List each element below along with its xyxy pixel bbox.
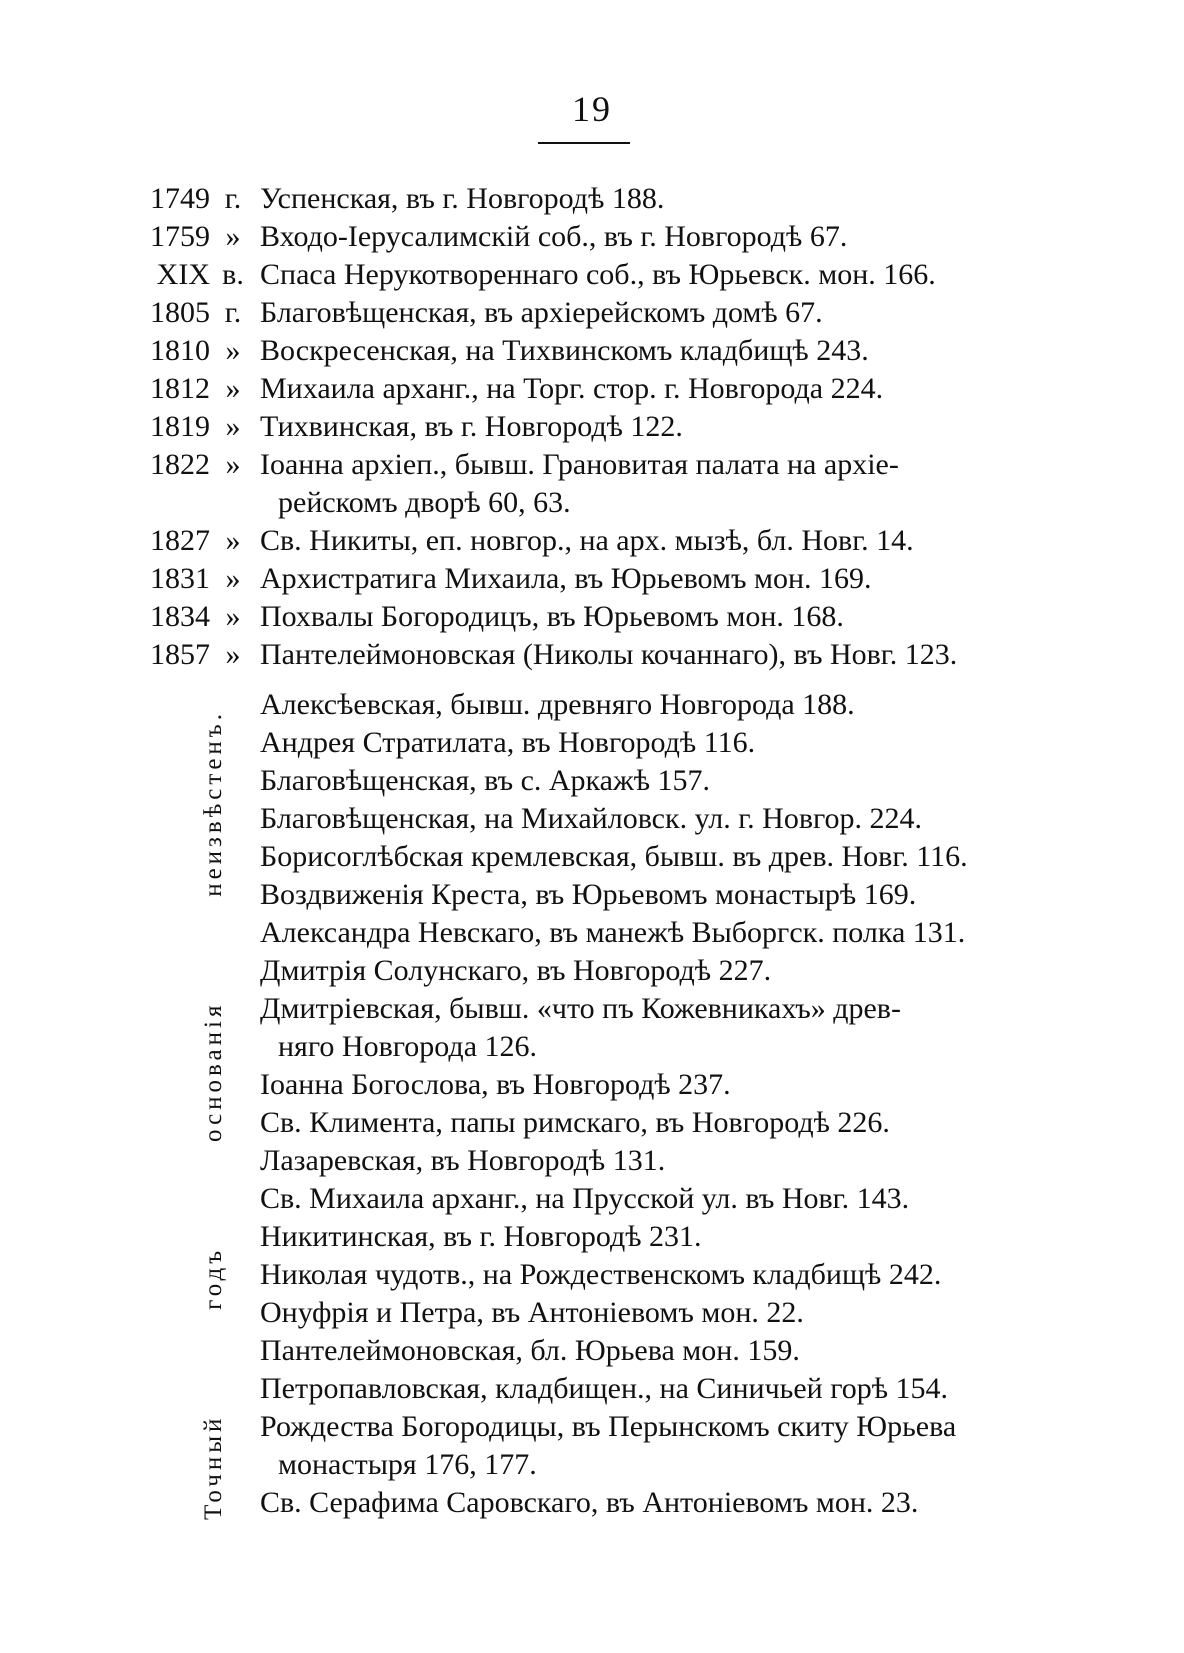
- entry-text-continuation: рейскомъ дворѣ 60, 63.: [278, 486, 571, 519]
- entry-year-mark: в.: [222, 258, 244, 291]
- entry-text-block: [260, 1370, 1050, 1408]
- entry-year-mark: »: [225, 372, 241, 405]
- entry-year: 1749: [150, 182, 210, 215]
- entry-text-block: [260, 1066, 1050, 1104]
- dated-entry: [0, 370, 1184, 408]
- undated-entry: [0, 952, 1184, 990]
- side-note-undated-caption: Точный годъ основанія неизвѣстенъ.: [200, 710, 227, 1520]
- entry-text: Успенская, въ г. Новгородѣ 188.: [260, 182, 665, 215]
- entry-text-block: [260, 1104, 1050, 1142]
- entry-text: Дмитріевская, бывш. «что пъ Кожевникахъ» древ-: [260, 992, 901, 1025]
- entry-text-block: [260, 598, 1050, 636]
- entry-text-block: [260, 914, 1050, 952]
- undated-entry: [0, 1104, 1184, 1142]
- entry-text-block: [260, 408, 1050, 446]
- entry-text: Пантелеймоновская (Николы кочаннаго), въ Новг. 123.: [260, 638, 958, 671]
- entry-text-block: [260, 838, 1050, 876]
- dated-entry: [0, 218, 1184, 256]
- entry-text-block: [260, 952, 1050, 990]
- entry-text: Спаса Нерукотвореннаго соб., въ Юрьевск. мон. 166.: [260, 258, 936, 291]
- entry-text-block: [260, 1408, 1050, 1484]
- entry-year: 1857: [150, 638, 210, 671]
- dated-entry: [0, 332, 1184, 370]
- entry-text-block: [260, 762, 1050, 800]
- entry-text: Михаила арханг., на Торг. стор. г. Новгорода 224.: [260, 372, 884, 405]
- entry-text: Св. Климента, папы римскаго, въ Новгородѣ 226.: [260, 1106, 890, 1139]
- dated-entry: [0, 256, 1184, 294]
- entry-text-continuation: монастыря 176, 177.: [278, 1448, 537, 1481]
- entry-text-block: [260, 256, 1050, 294]
- undated-entries-list: [0, 686, 1184, 1522]
- entry-text-block: [260, 1256, 1050, 1294]
- undated-entry: [0, 724, 1184, 762]
- entry-text-block: [260, 636, 1050, 674]
- entry-text: Воскресенская, на Тихвинскомъ кладбищѣ 243.: [260, 334, 869, 367]
- entry-year-mark: »: [225, 410, 241, 443]
- dated-entry: [0, 294, 1184, 332]
- entry-text: Благовѣщенская, на Михайловск. ул. г. Новгор. 224.: [260, 802, 923, 835]
- page-number: 19: [572, 89, 612, 129]
- entry-year: 1819: [150, 410, 210, 443]
- undated-entry: [0, 1370, 1184, 1408]
- entry-text: Св. Никиты, еп. новгор., на арх. мызѣ, бл. Новг. 14.: [260, 524, 914, 557]
- entry-year-mark: »: [225, 334, 241, 367]
- entry-text-block: [260, 1484, 1050, 1522]
- entry-text-block: [260, 294, 1050, 332]
- entry-year: 1812: [150, 372, 210, 405]
- entry-text: Дмитрія Солунскаго, въ Новгородѣ 227.: [260, 954, 772, 987]
- entry-year-mark: »: [225, 448, 241, 481]
- dated-entry: [0, 522, 1184, 560]
- entry-year-mark: »: [225, 638, 241, 671]
- entry-text: Іоанна архіеп., бывш. Грановитая палата на архіе-: [260, 448, 899, 481]
- undated-entry: [0, 1484, 1184, 1522]
- header-rule: [538, 142, 630, 144]
- entry-text: Борисоглѣбская кремлевская, бывш. въ древ. Новг. 116.: [260, 840, 968, 873]
- entry-text-block: [260, 1332, 1050, 1370]
- dated-entry: [0, 408, 1184, 446]
- entry-text-block: [260, 446, 1050, 522]
- undated-entry: [0, 914, 1184, 952]
- entry-year-mark: »: [225, 220, 241, 253]
- entry-year: 1822: [150, 448, 210, 481]
- entry-text: Онуфрія и Петра, въ Антоніевомъ мон. 22.: [260, 1296, 804, 1329]
- undated-entry: [0, 762, 1184, 800]
- entry-text-block: [260, 724, 1050, 762]
- entry-text: Лазаревская, въ Новгородѣ 131.: [260, 1144, 666, 1177]
- entry-text: Іоанна Богослова, въ Новгородѣ 237.: [260, 1068, 731, 1101]
- entry-text: Архистратига Михаила, въ Юрьевомъ мон. 169.: [260, 562, 872, 595]
- entry-text-block: [260, 218, 1050, 256]
- dated-entry: [0, 598, 1184, 636]
- entry-text-block: [260, 800, 1050, 838]
- undated-entry: [0, 1180, 1184, 1218]
- undated-entry: [0, 1256, 1184, 1294]
- entry-year-mark: г.: [224, 182, 242, 215]
- entry-year-mark: »: [225, 524, 241, 557]
- entry-text-block: [260, 180, 1050, 218]
- entry-year: 1805: [150, 296, 210, 329]
- undated-entry: [0, 1408, 1184, 1484]
- entry-year: 1810: [150, 334, 210, 367]
- entry-year-mark: »: [225, 600, 241, 633]
- dated-entry: [0, 180, 1184, 218]
- undated-entry: [0, 990, 1184, 1066]
- entry-year: XIX: [156, 258, 210, 291]
- entry-year: 1759: [150, 220, 210, 253]
- dated-entry: [0, 636, 1184, 674]
- entry-text-block: [260, 332, 1050, 370]
- undated-entry: [0, 686, 1184, 724]
- entry-text: Алексѣевская, бывш. древняго Новгорода 188.: [260, 688, 855, 721]
- entry-text: Входо-Іерусалимскій соб., въ г. Новгородѣ 67.: [260, 220, 848, 253]
- entry-text-continuation: няго Новгорода 126.: [278, 1030, 538, 1063]
- undated-entry: [0, 800, 1184, 838]
- undated-entry: [0, 876, 1184, 914]
- entry-year-mark: г.: [224, 296, 242, 329]
- entry-text-block: [260, 560, 1050, 598]
- undated-entry: [0, 838, 1184, 876]
- entry-text-block: [260, 876, 1050, 914]
- undated-entry: [0, 1332, 1184, 1370]
- entry-text: Петропавловская, кладбищен., на Синичьей горѣ 154.: [260, 1372, 949, 1405]
- entry-text: Андрея Стратилата, въ Новгородѣ 116.: [260, 726, 756, 759]
- undated-entry: [0, 1294, 1184, 1332]
- entry-text-block: [260, 1142, 1050, 1180]
- entry-text-block: [260, 1294, 1050, 1332]
- entry-text: Св. Михаила арханг., на Прусской ул. въ Новг. 143.: [260, 1182, 910, 1215]
- dated-entry: [0, 446, 1184, 522]
- entry-year: 1827: [150, 524, 210, 557]
- undated-entry: [0, 1142, 1184, 1180]
- entry-text: Благовѣщенская, въ с. Аркажѣ 157.: [260, 764, 711, 797]
- entry-text: Никитинская, въ г. Новгородѣ 231.: [260, 1220, 702, 1253]
- entry-text: Рождества Богородицы, въ Перынскомъ скиту Юрьева: [260, 1410, 957, 1443]
- entry-text: Тихвинская, въ г. Новгородѣ 122.: [260, 410, 683, 443]
- dated-entries-list: [0, 180, 1184, 674]
- entry-text-block: [260, 686, 1050, 724]
- entry-text: Александра Невскаго, въ манежѣ Выборгск. полка 131.: [260, 916, 966, 949]
- entry-text: Николая чудотв., на Рождественскомъ кладбищѣ 242.: [260, 1258, 942, 1291]
- dated-entry: [0, 560, 1184, 598]
- entry-text: Воздвиженія Креста, въ Юрьевомъ монастырѣ 169.: [260, 878, 917, 911]
- entry-text-block: [260, 990, 1050, 1066]
- entry-text: Похвалы Богородицъ, въ Юрьевомъ мон. 168.: [260, 600, 844, 633]
- entry-year: 1831: [150, 562, 210, 595]
- undated-entry: [0, 1218, 1184, 1256]
- entry-year-mark: »: [225, 562, 241, 595]
- entry-text-block: [260, 370, 1050, 408]
- entry-year: 1834: [150, 600, 210, 633]
- entry-text-block: [260, 522, 1050, 560]
- entry-text: Пантелеймоновская, бл. Юрьева мон. 159.: [260, 1334, 800, 1367]
- entry-text: Св. Серафима Саровскаго, въ Антоніевомъ мон. 23.: [260, 1486, 919, 1519]
- entry-text-block: [260, 1218, 1050, 1256]
- entry-text: Благовѣщенская, въ архіерейскомъ домѣ 67.: [260, 296, 823, 329]
- undated-entry: [0, 1066, 1184, 1104]
- entry-text-block: [260, 1180, 1050, 1218]
